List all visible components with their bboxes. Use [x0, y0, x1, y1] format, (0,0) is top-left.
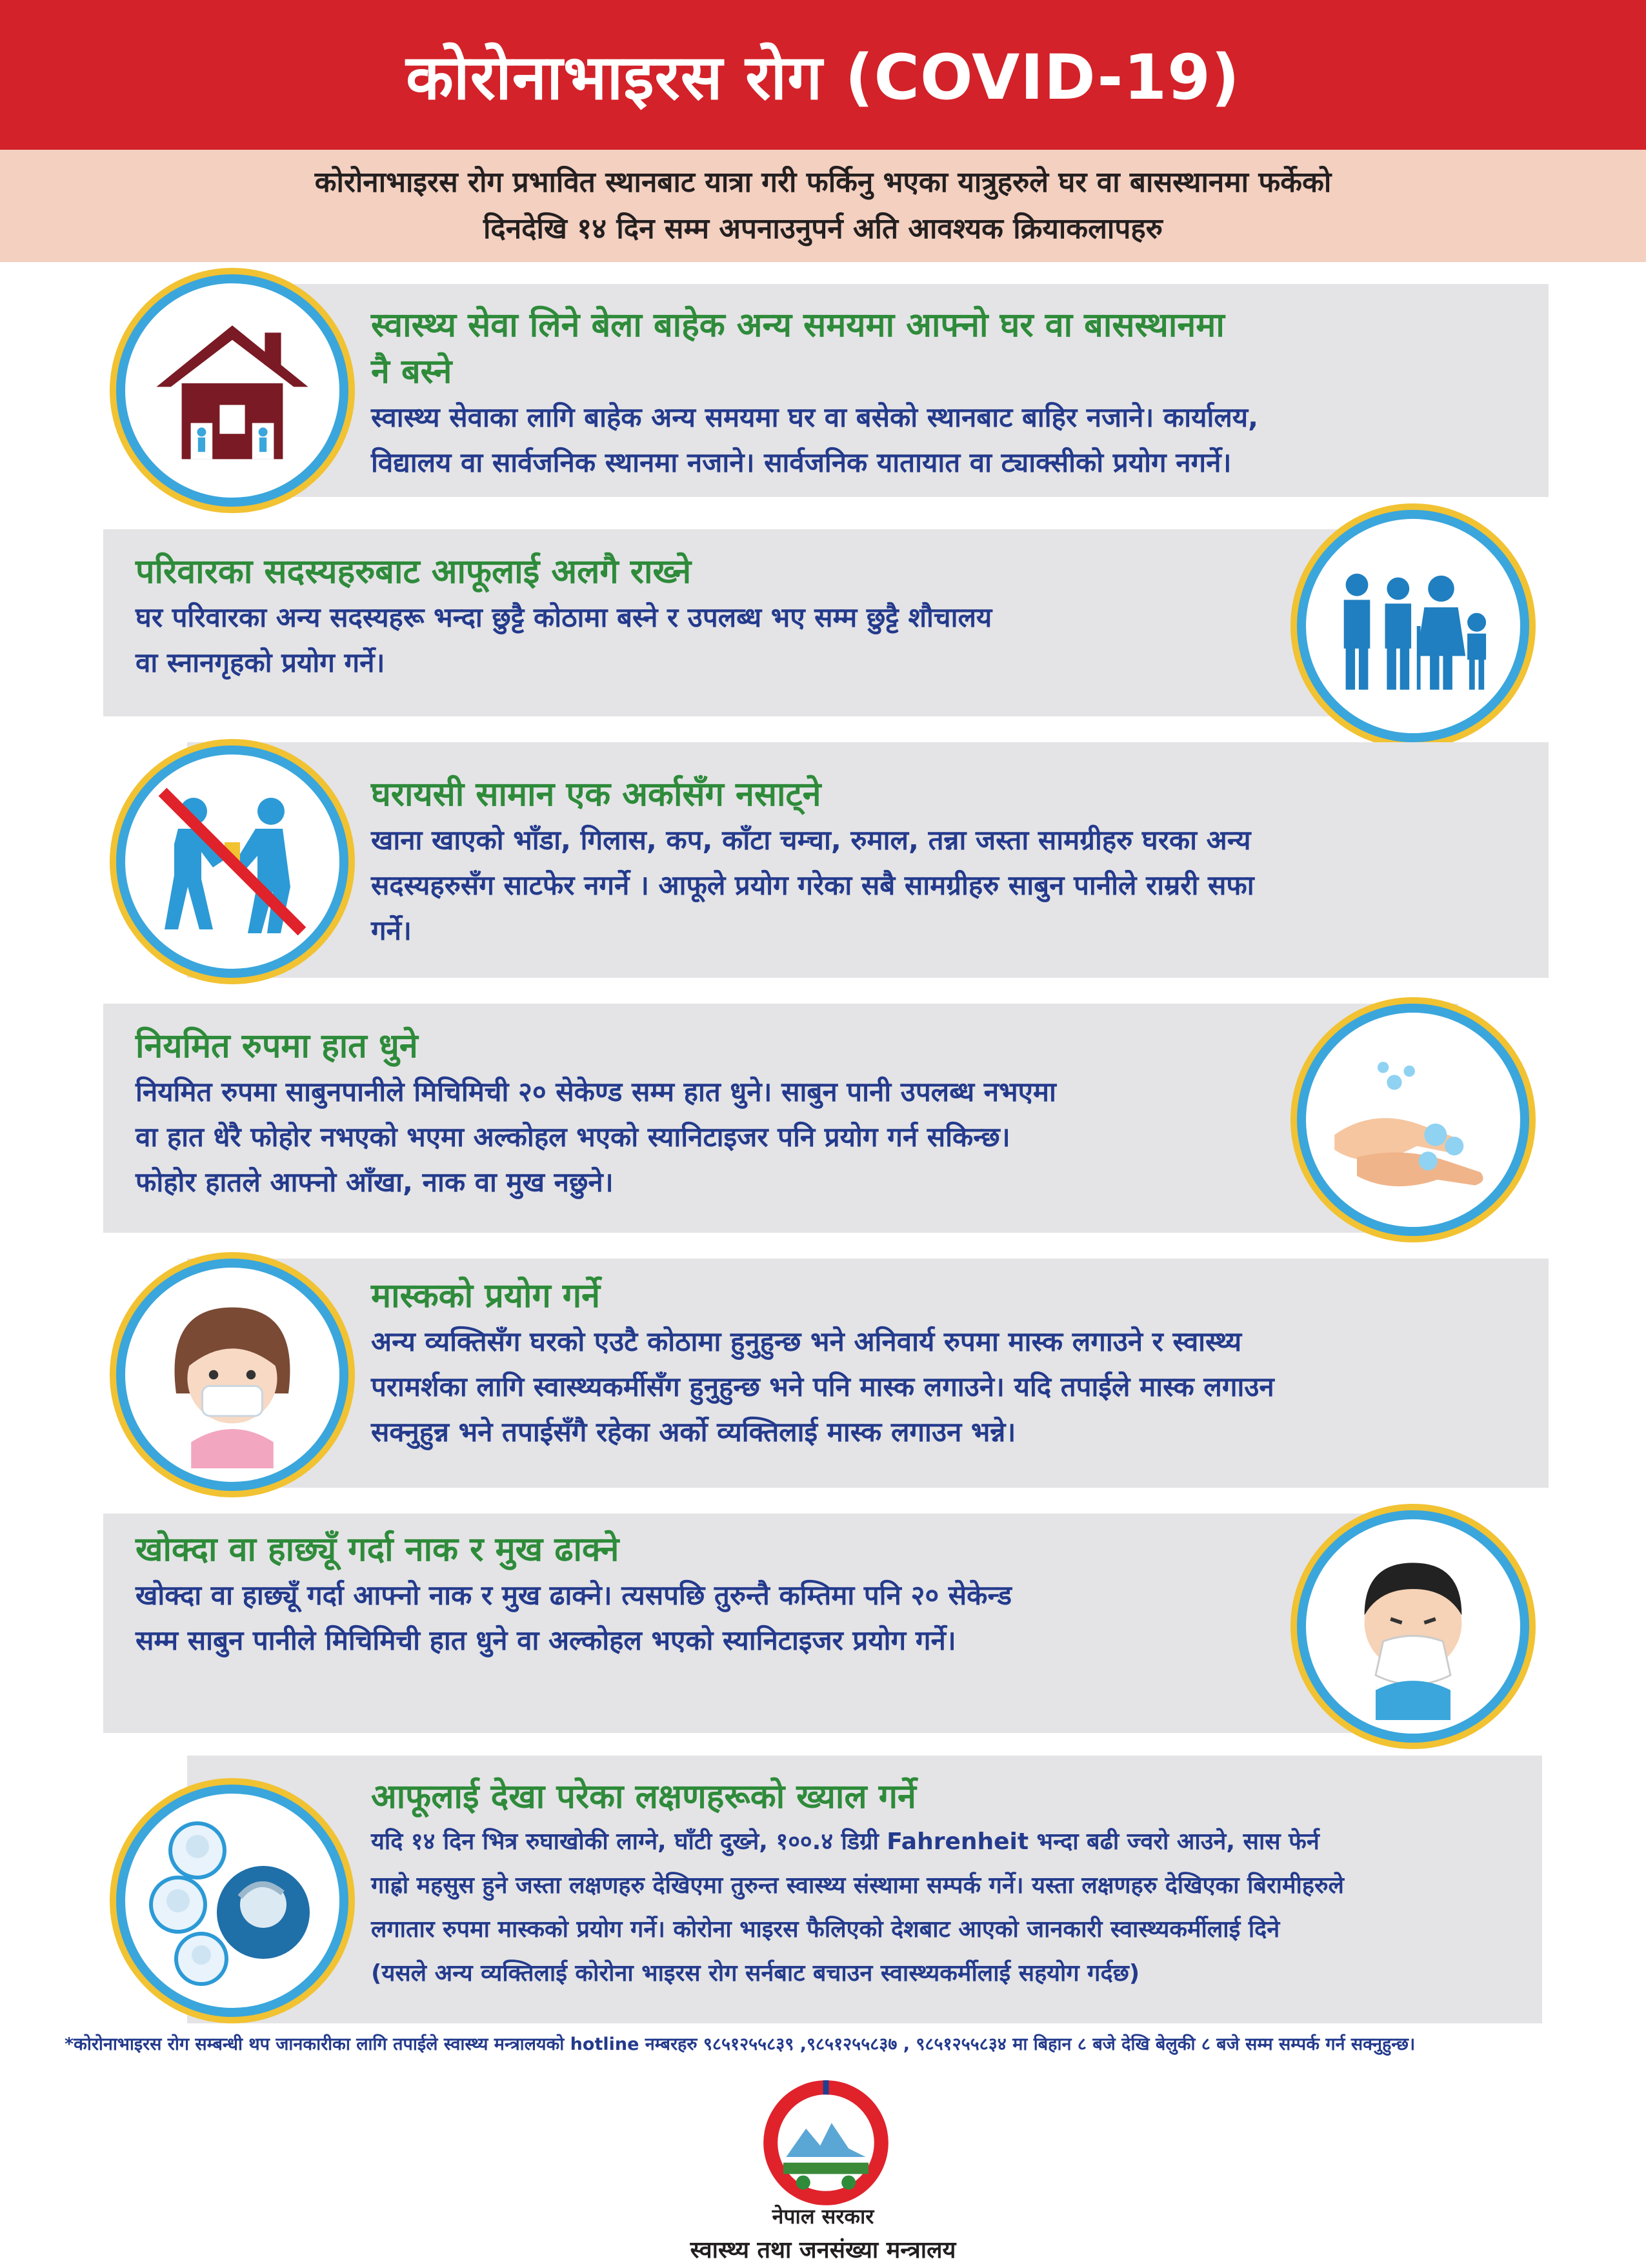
section-title: खोक्दा वा हाछ्यूँ गर्दा नाक र मुख ढाक्ने	[135, 1530, 619, 1569]
subtitle-line-2: दिनदेखि १४ दिन सम्म अपनाउनुपर्न अति आवश्यक क्रियाकलापहरु	[483, 212, 1163, 245]
section-body: खोक्दा वा हाछ्यूँ गर्दा आफ्नो नाक र मुख ढाक्ने। त्यसपछि तुरुन्तै कम्तिमा पनि २० सेकेन्ड	[135, 1579, 1012, 1611]
section-body: सक्नुहुन्न भने तपाईसँगै रहेका अर्को व्यक्तिलाई मास्क लगाउन भन्ने।	[371, 1416, 1016, 1448]
no-sharing-icon	[116, 745, 348, 978]
section-body: स्वास्थ्य सेवाका लागि बाहेक अन्य समयमा घर वा बसेको स्थानबाट बाहिर नजाने। कार्यालय,	[371, 401, 1259, 433]
section-title: नियमित रुपमा हात धुने	[135, 1027, 418, 1066]
section-body: यदि १४ दिन भित्र रुघाखोकी लाग्ने, घाँटी दुख्ने, १००.४ डिग्री Fahrenheit भन्दा बढी ज्वरो आउने, सास फेर्न	[371, 1828, 1320, 1855]
section-body: लगातार रुपमा मास्कको प्रयोग गर्ने। कोरोना भाइरस फैलिएको देशबाट आएको जानकारी स्वास्थ्यकर्मीलाई दिने	[371, 1916, 1280, 1943]
section-title: नै बस्ने	[371, 352, 452, 391]
section-body: खाना खाएको भाँडा, गिलास, कप, काँटा चम्चा, रुमाल, तन्ना जस्ता सामग्रीहरु घरका अन्य	[371, 824, 1251, 856]
hotline-footnote: *कोरोनाभाइरस रोग सम्बन्धी थप जानकारीका लागि तपाईले स्वास्थ्य मन्त्रालयको hotline नम्बरहरु ९८५१२५५८३९ ,९८५१२५५८३७ , ९८५१२५५८३४ मा बिहान ८ बजे देखि बेलुकी ८ बजे सम्म सम्पर्क गर्न सक्नुहुन्छ।	[65, 2034, 1416, 2054]
mask-icon	[116, 1259, 348, 1491]
section-body: नियमित रुपमा साबुनपानीले मिचिमिची २० सेकेण्ड सम्म हात धुने। साबुन पानी उपलब्ध नभएमा	[135, 1076, 1056, 1108]
section-body: सम्म साबुन पानीले मिचिमिची हात धुने वा अल्कोहल भएको स्यानिटाइजर प्रयोग गर्ने।	[135, 1625, 956, 1656]
org-name: नेपाल सरकार	[772, 2204, 874, 2229]
symptoms-icon	[116, 1785, 348, 2017]
section-symptoms-text	[371, 1774, 1539, 1996]
section-mask-text	[371, 1273, 1539, 1455]
section-handwash-text	[135, 1023, 1310, 1205]
section-body: गर्ने।	[371, 915, 412, 946]
page-title: कोरोनाभाइरस रोग (COVID-19)	[406, 41, 1240, 114]
section-body: अन्य व्यक्तिसँग घरको एउटै कोठामा हुनुहुन्छ भने अनिवार्य रुपमा मास्क लगाउने र स्वास्थ्य	[371, 1326, 1242, 1357]
header-banner	[0, 0, 1646, 150]
section-cough-text	[135, 1526, 1310, 1663]
nepal-government-emblem	[755, 2072, 897, 2214]
section-title: आफूलाई देखा परेका लक्षणहरूको ख्याल गर्ने	[371, 1777, 916, 1816]
section-isolate-text	[135, 549, 1297, 685]
section-body: वा हात धेरै फोहोर नभएको भएमा अल्कोहल भएको स्यानिटाइजर पनि प्रयोग गर्न सकिन्छ।	[135, 1121, 1010, 1153]
section-title: मास्कको प्रयोग गर्ने	[371, 1277, 600, 1315]
section-stay-home-text	[371, 302, 1532, 485]
family-icon	[1297, 510, 1529, 742]
section-title: घरायसी सामान एक अर्कासँग नसाट्ने	[371, 775, 821, 814]
section-title: परिवारका सदस्यहरुबाट आफूलाई अलगै राख्ने	[135, 552, 692, 591]
sneeze-icon	[1297, 1510, 1529, 1743]
section-body: घर परिवारका अन्य सदस्यहरू भन्दा छुट्टै कोठामा बस्ने र उपलब्ध भए सम्म छुट्टै शौचालय	[135, 602, 992, 633]
subtitle-band	[0, 150, 1646, 262]
section-body: परामर्शका लागि स्वास्थ्यकर्मीसँग हुनुहुन्छ भने पनि मास्क लगाउने। यदि तपाईले मास्क लगाउन	[371, 1371, 1274, 1402]
subtitle-line-1: कोरोनाभाइरस रोग प्रभावित स्थानबाट यात्रा गरी फर्किनु भएका यात्रुहरुले घर वा बासस्थानमा फर्केको	[314, 166, 1332, 199]
handwash-icon	[1297, 1004, 1529, 1236]
house-icon	[116, 274, 348, 507]
section-body: विद्यालय वा सार्वजनिक स्थानमा नजाने। सार्वजनिक यातायात वा ट्याक्सीको प्रयोग नगर्ने।	[371, 447, 1232, 478]
section-body: (यसले अन्य व्यक्तिलाई कोरोना भाइरस रोग सर्नबाट बचाउन स्वास्थ्यकर्मीलाई सहयोग गर्दछ)	[371, 1960, 1140, 1987]
section-body: गाह्रो महसुस हुने जस्ता लक्षणहरु देखिएमा तुरुन्त स्वास्थ्य संस्थामा सम्पर्क गर्ने। यस्ता लक्षणहरु देखिएका बिरामीहरुले	[371, 1872, 1344, 1899]
ministry-name: स्वास्थ्य तथा जनसंख्या मन्त्रालय	[690, 2237, 956, 2263]
section-body: वा स्नानगृहको प्रयोग गर्ने।	[135, 647, 385, 678]
section-no-sharing-text	[371, 771, 1539, 953]
section-body: फोहोर हातले आफ्नो आँखा, नाक वा मुख नछुने।	[135, 1166, 614, 1198]
section-body: सदस्यहरुसँग साटफेर नगर्ने । आफूले प्रयोग गरेका सबै सामग्रीहरु साबुन पानीले राम्ररी सफा	[371, 869, 1254, 901]
section-title: स्वास्थ्य सेवा लिने बेला बाहेक अन्य समयमा आफ्नो घर वा बासस्थानमा	[371, 306, 1225, 345]
